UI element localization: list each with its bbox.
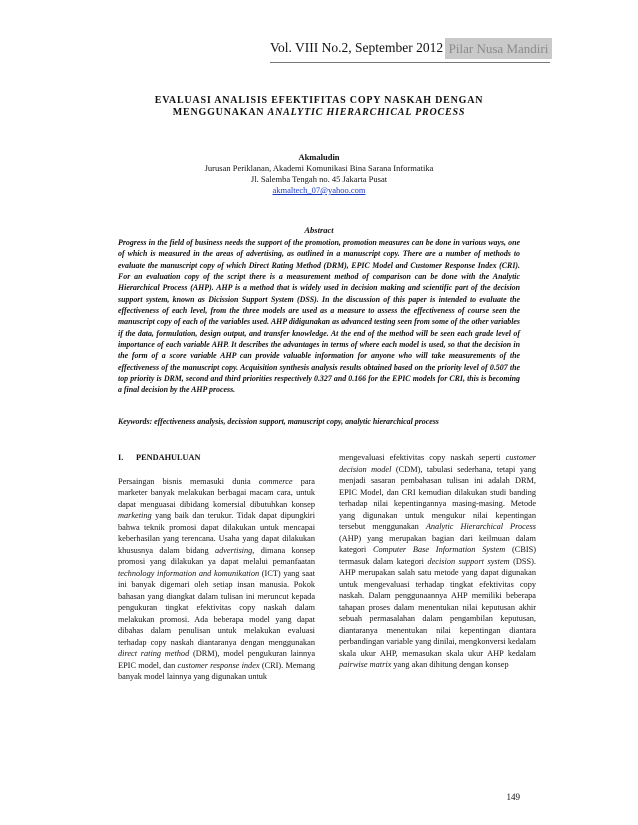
header-rule [270,62,550,63]
journal-name-badge: Pilar Nusa Mandiri [445,38,552,59]
section-heading: I. PENDAHULUAN [118,453,201,462]
left-column-text: Persaingan bisnis memasuki dunia commerce para marketer banyak melakukan berbagai macam cara, untuk dapat menguasai dibidang komersial dibutuhkan konsep marketing yang baik dan terukur. Tidak dapat dipungkiri bahwa teknik promosi dapat dilakukan untuk mencapai keberhasilan yang terencana. Usaha yang dapat dilakukan khususnya dalam bidang advertising, dimana konsep promosi yang dilakukan ya dapat melalui pemanfaatan technology information and komunikation (ICT) yang saat ini banyak digemari oleh setiap insan manusia. Pokok bahasan yang diangkat dalam tulisan ini meruncut kepada pengukuran tingkat efektivitas copy naskah dalam melakukan promosi. Ada beberapa model yang dapat dibahas dalam penulisan untuk melakukan evaluasi terhadap copy naskah diantaranya dengan menggunakan direct rating method (DRM), model pengukuran lainnya EPIC model, dan customer response index (CRI). Memang banyak model lainnya yang digunakan untuk [118,476,316,681]
volume-info: Vol. VIII No.2, September 2012 [270,40,444,55]
page-number: 149 [506,792,520,802]
right-column-text: mengevaluasi efektivitas copy naskah seperti customer decision model (CDM), tabulasi sederhana, tetapi yang menjadi sasaran pembahasan tulisan ini adalah DRM, EPIC Model, dan CRI kemudian dilakukan studi banding terhadap nilai kepentingannya masing-masing. Metode yang digunakan untuk mengukur nilai kepentingan tersebut menggunakan Analytic Hierarchical Process (AHP) yang merupakan bagian dari keilmuan dalam kategori Computer Base Information System (CBIS) termasuk dalam kategori decision support system (DSS). AHP merupakan salah satu metode yang dapat digunakan untuk mengevaluasi terhadap tingkat efektivitas copy naskah. Dalam penggunaannya AHP memiliki beberapa tahapan proses dalam menentukan nilai keputusan akhir sebuah permasalahan dalam pengambilan keputusan, diantaranya menentukan nilai kepentingan diantara perbandingan variable yang dinilai, mengkonversi kedalam skala ukur AHP, memasukan skala ukur AHP kedalam pairwise matrix yang akan dihitung dengan konsep [339,453,537,669]
paper-title [118,95,520,119]
left-column [118,452,315,683]
author-name: Akmaludin [298,152,340,162]
author-email-link[interactable]: akmaltech_07@yahoo.com [272,185,366,195]
author-block [118,152,520,196]
author-affiliation: Jurusan Periklanan, Akademi Komunikasi Bina Sarana Informatika [204,163,434,173]
journal-header [270,38,550,60]
abstract-heading: Abstract [304,225,334,235]
abstract-text: Progress in the field of business needs the support of the promotion, promotion measures can be done in various ways, one of which is measured in the areas of advertising, as outlined in a manuscript copy. There are a number of methods to evaluate the manuscript copy of which Direct Rating Method (DRM), EPIC Model and Customer Response Index (CRI). For an evaluation copy of the script there is a measurement method of comparison can be done with the Analytic Hierarchical Process (AHP). AHP is a method that is widely used in decision making and scientific part of the decision support system, known as Dicission Support System (DSS). In the discussion of this paper is intended to evaluate the effectiveness of each level, from the three models are used as a measure to assess the effectiveness of course seen the manuscript copy of each of the variables used. AHP didigunakan as advanced testing seen from some of the other variables if the data, formulation, design output, and transfer knowledge. At the end of the method will be seen each grade level of importance of each variable AHP. It describes the advantages in terms of where each model is used, so that the decision in the form of a score variable AHP can provide valuable information for anyone who will take measurements of the effectiveness of the manuscript copy. Acquisition synthesis analysis results obtained based on the priority level of 0.507 the top priority is DRM, second and third priorities respectively 0.327 and 0.166 for the EPIC models for CRI, this is becoming a final decision by the AHP process. [118,238,520,395]
keywords: Keywords: effectiveness analysis, decission support, manuscript copy, analytic hierarchical process [118,417,439,426]
right-column [339,452,536,671]
author-address: Jl. Salemba Tengah no. 45 Jakarta Pusat [250,174,388,184]
title-line-2: MENGGUNAKAN ANALYTIC HIERARCHICAL PROCESS [172,107,466,118]
title-line-1: EVALUASI ANALISIS EFEKTIFITAS COPY NASKAH DENGAN [154,95,484,106]
